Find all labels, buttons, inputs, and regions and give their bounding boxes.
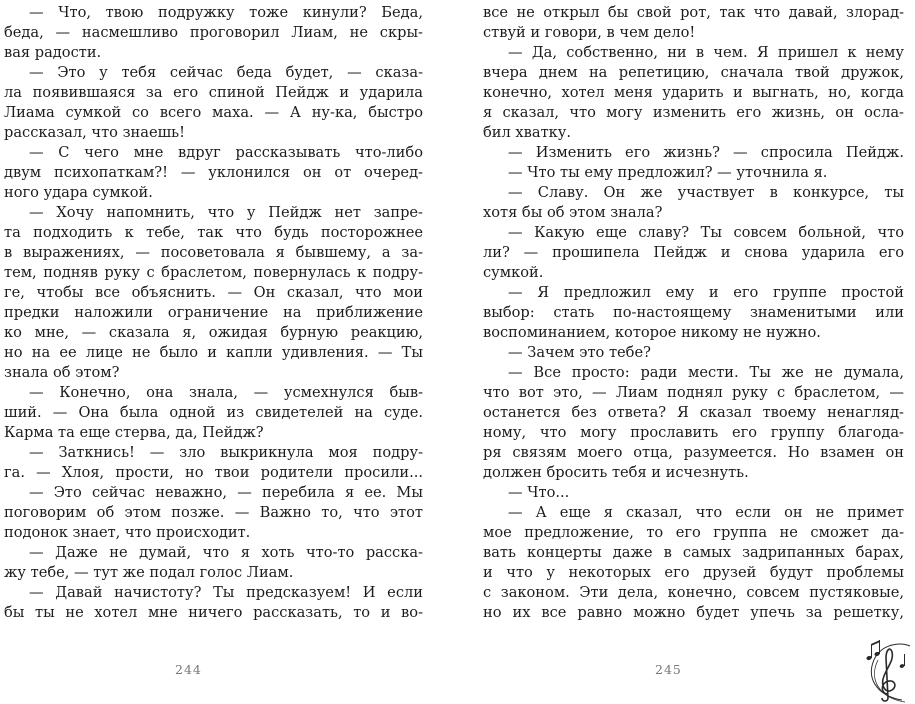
text-line: — Я предложил ему и его группе простой [508, 284, 904, 301]
text-line: вать концерты даже в самых задрипанных барах, [483, 544, 904, 561]
text-line: знала об этом? [4, 364, 120, 381]
text-line: должен бросить тебя и исчезнуть. [483, 464, 749, 481]
text-line: но их все равно можно будет упечь за решетку, [483, 604, 904, 621]
text-line: — Хочу напомнить, что у Пейдж нет запре- [29, 204, 423, 221]
text-line: Лиама сумкой со всего маха. — А ну-ка, быстро [4, 104, 423, 121]
text-line: — Заткнись! — зло выкрикнула моя подру- [29, 444, 423, 461]
text-line: та подходить к тебе, так что будь посторожнее [4, 224, 423, 241]
text-line: выбор: стать по-настоящему знаменитыми или [483, 304, 904, 321]
text-line: в выражениях, — посоветовала я бывшему, а за- [4, 244, 423, 261]
text-line: останется без ответа? Я сказал твоему ненагляд- [483, 404, 904, 421]
text-line: — С чего мне вдруг рассказывать что-либо [29, 144, 423, 161]
text-line: — Это у тебя сейчас беда будет, — сказа- [29, 64, 423, 81]
text-line: беда, — насмешливо проговорил Лиам, не скры- [4, 24, 423, 41]
text-line: — Зачем это тебе? [508, 344, 651, 361]
text-line: ко мне, — сказала я, ожидая бурную реакцию, [4, 324, 423, 341]
text-line: но на ее лице не было и капли удивления. — Ты [4, 344, 423, 361]
text-line: ший. — Она была одной из свидетелей на суде. [4, 404, 423, 421]
text-line: Карма та еще стерва, да, Пейдж? [4, 424, 264, 441]
text-line: все не открыл бы свой рот, так что давай, злорад- [483, 4, 904, 21]
text-line: ла появившаяся за его спиной Пейдж и ударила [4, 84, 423, 101]
text-line: — Что, твою подружку тоже кинули? Беда, [29, 4, 423, 21]
text-line: рассказал, что знаешь! [4, 124, 185, 141]
text-line: вая радости. [4, 44, 102, 61]
text-line: — Даже не думай, что я хоть что-то расска- [29, 544, 423, 561]
text-line: — Какую еще славу? Ты совсем больной, что [508, 224, 904, 241]
text-line: ли? — прошипела Пейдж и снова ударила его [483, 244, 904, 261]
text-line: тем, подняв руку с браслетом, повернулась к подру- [4, 264, 423, 281]
text-line: — Все просто: ради мести. Ты же не думала, [508, 364, 904, 381]
text-line: — Это сейчас неважно, — перебила я ее. Мы [29, 484, 423, 501]
text-line: — Славу. Он же участвует в конкурсе, ты [508, 184, 904, 201]
text-line: — Изменить его жизнь? — спросила Пейдж. [508, 144, 904, 161]
text-line: ствуй и говори, в чем дело! [483, 24, 696, 41]
text-line: ного удара сумкой. [4, 184, 153, 201]
text-line: — Что... [508, 484, 570, 501]
text-line: бы ты не хотел мне ничего рассказать, то и во- [4, 604, 423, 621]
text-line: конечно, хотел меня ударить и выгнать, но, когда [483, 84, 904, 101]
text-line: ге, чтобы все объяснить. — Он сказал, что мои [4, 284, 423, 301]
text-line: с законом. Эти дела, конечно, совсем пустяковые, [483, 584, 904, 601]
text-line: поговорим об этом позже. — Важно то, что этот [4, 504, 423, 521]
text-line: хотя бы об этом знала? [483, 204, 663, 221]
page-number-right: 245 [655, 662, 682, 677]
text-line: воспоминанием, которое никому не нужно. [483, 324, 821, 341]
text-line: сумкой. [483, 264, 544, 281]
text-line: подонок знает, что происходит. [4, 524, 251, 541]
text-line: предки наложили ограничение на приближение [4, 304, 423, 321]
text-line: — А еще я сказал, что если он не примет [508, 504, 904, 521]
text-line: двум психопаткам?! — уклонился он от очеред- [4, 164, 423, 181]
right-page [483, 0, 904, 704]
text-line: — Да, собственно, ни в чем. Я пришел к нему [508, 44, 904, 61]
text-line: жу тебе, — тут же подал голос Лиам. [4, 564, 294, 581]
text-line: мое предложение, то его группа не сможет да- [483, 524, 904, 541]
text-line: ря связям моего отца, разумеется. Но взамен он [483, 444, 904, 461]
text-line: и что у некоторых его друзей будут проблемы [483, 564, 904, 581]
page-number-left: 244 [175, 662, 202, 677]
text-line: ному, что могу прославить его группу благода- [483, 424, 904, 441]
treble-clef-music-notes-icon [858, 636, 914, 704]
text-line: я сказал, что могу изменить его жизнь, он осла- [483, 104, 904, 121]
text-line: га. — Хлоя, прости, но твои родители просили... [4, 464, 423, 481]
text-line: что вот это, — Лиам поднял руку с браслетом, — [483, 384, 904, 401]
left-page [4, 0, 423, 704]
text-line: — Что ты ему предложил? — уточнила я. [508, 164, 828, 181]
text-line: вчера днем на репетицию, сначала твой дружок, [483, 64, 904, 81]
text-line: бил хватку. [483, 124, 571, 141]
text-line: — Давай начистоту? Ты предсказуем! И если [29, 584, 423, 601]
text-line: — Конечно, она знала, — усмехнулся быв- [29, 384, 423, 401]
